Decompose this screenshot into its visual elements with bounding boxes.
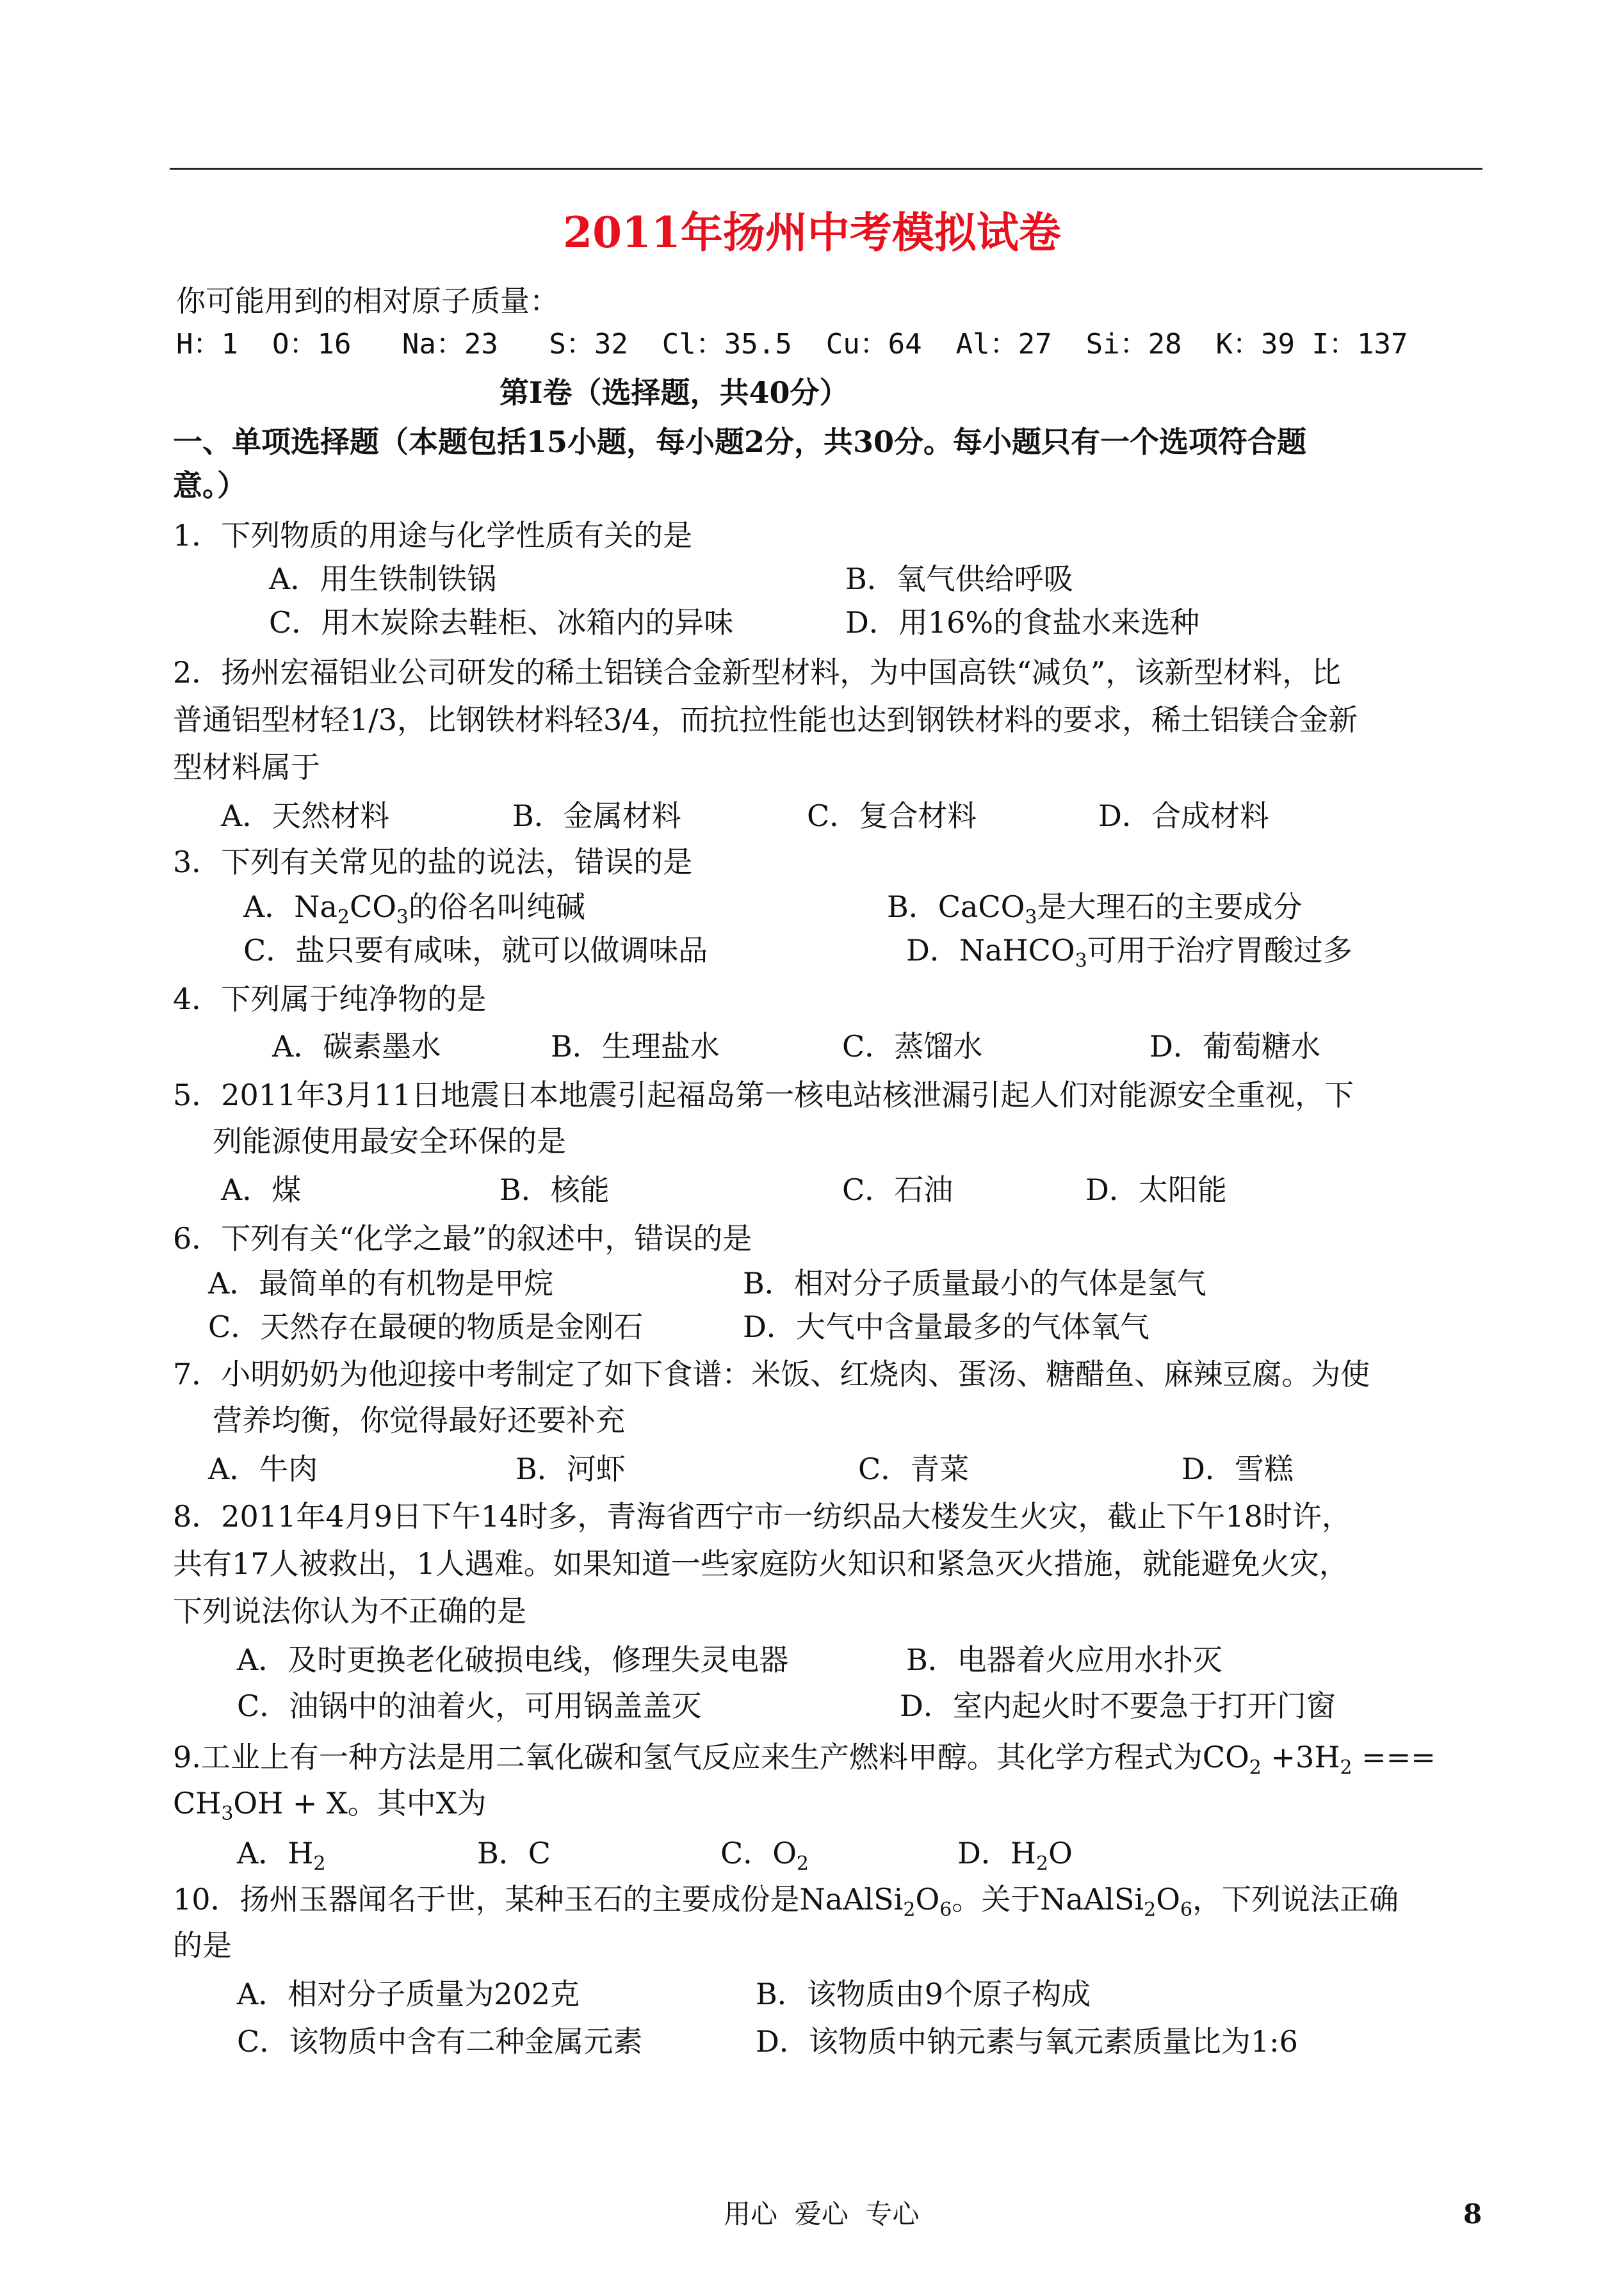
q4-stem: 4．下列属于纯净物的是 <box>173 982 487 1016</box>
q8-option-d: D．室内起火时不要急于打开门窗 <box>900 1689 1336 1723</box>
q4-option-c: C．蒸馏水 <box>842 1029 983 1064</box>
q1-stem: 1．下列物质的用途与化学性质有关的是 <box>173 518 693 553</box>
q5-stem-line-2: 列能源使用最安全环保的是 <box>213 1124 566 1158</box>
atomic-mass-intro: 你可能用到的相对原子质量： <box>176 284 559 318</box>
q3-option-b: B．CaCO$_3$是大理石的主要成分 <box>887 889 1303 929</box>
q3-option-c: C．盐只要有咸味，就可以做调味品 <box>243 933 708 968</box>
section-heading-line-1: 一、单项选择题（本题包括15小题，每小题2分，共30分。每小题只有一个选项符合题 <box>173 425 1307 459</box>
q2-option-d: D．合成材料 <box>1098 799 1269 833</box>
q1-option-a: A．用生铁制铁锅 <box>269 562 497 596</box>
q8-stem-line-2: 共有17人被救出，1人遇难。如果知道一些家庭防火知识和紧急灭火措施，就能避免火灾， <box>173 1546 1349 1581</box>
q6-stem: 6．下列有关“化学之最”的叙述中，错误的是 <box>173 1221 752 1256</box>
q7-option-d: D．雪糕 <box>1181 1452 1294 1486</box>
q3-option-a: A．$Na_2CO_3$的俗名叫纯碱 <box>243 889 586 929</box>
q5-option-d: D．太阳能 <box>1085 1172 1227 1207</box>
q6-option-b: B．相对分子质量最小的气体是氢气 <box>743 1266 1206 1301</box>
q1-option-c: C．用木炭除去鞋柜、冰箱内的异味 <box>269 605 734 640</box>
q4-option-d: D．葡萄糖水 <box>1149 1029 1320 1064</box>
section-heading-line-2: 意。） <box>173 468 247 503</box>
q7-option-a: A．牛肉 <box>208 1452 318 1486</box>
q8-option-b: B．电器着火应用水扑灭 <box>906 1642 1222 1677</box>
q2-stem-line-2: 普通铝型材轻1/3，比钢铁材料轻3/4，而抗拉性能也达到钢铁材料的要求，稀土铝镁合金新 <box>173 702 1358 737</box>
q6-option-a: A．最简单的有机物是甲烷 <box>208 1266 554 1301</box>
q1-option-d: D．用16%的食盐水来选种 <box>845 605 1200 640</box>
q6-option-d: D．大气中含量最多的气体氧气 <box>743 1310 1149 1344</box>
q3-option-d: D．NaHCO$_3$可用于治疗胃酸过多 <box>906 933 1352 972</box>
q10-option-d: D．该物质中钠元素与氧元素质量比为1:6 <box>756 2024 1298 2059</box>
footer-motto: 用心 爱心 专心 <box>724 2198 920 2230</box>
q8-stem-line-1: 8．2011年4月9日下午14时多，青海省西宁市一纺织品大楼发生火灾，截止下午18时许， <box>173 1499 1351 1534</box>
q7-option-c: C．青菜 <box>858 1452 970 1486</box>
page-number: 8 <box>1463 2198 1482 2230</box>
page-title: 2011年扬州中考模拟试卷 <box>563 207 1061 257</box>
q3-stem: 3．下列有关常见的盐的说法，错误的是 <box>173 845 693 879</box>
q9-stem-line-1: 9.工业上有一种方法是用二氧化碳和氢气反应来生产燃料甲醇。其化学方程式为$CO_2 +3H_2$ === <box>173 1740 1436 1779</box>
q10-option-c: C．该物质中含有二种金属元素 <box>237 2024 643 2059</box>
q2-option-b: B．金属材料 <box>512 799 681 833</box>
atomic-mass-list: H：1 O：16 Na：23 S：32 Cl：35.5 Cu：64 Al：27 Si：28 K：39 I：137 <box>176 328 1408 361</box>
q2-option-c: C．复合材料 <box>807 799 977 833</box>
q2-option-a: A．天然材料 <box>221 799 390 833</box>
q9-stem-line-2: $CH_3OH + X$。其中X为 <box>173 1786 487 1825</box>
q7-stem-line-2: 营养均衡，你觉得最好还要补充 <box>213 1403 625 1438</box>
q9-option-a: A．$H_2$ <box>237 1836 326 1875</box>
volume-heading: 第I卷（选择题，共40分） <box>499 375 849 410</box>
q4-option-b: B．生理盐水 <box>551 1029 720 1064</box>
q5-stem-line-1: 5．2011年3月11日地震日本地震引起福岛第一核电站核泄漏引起人们对能源安全重视，下 <box>173 1078 1354 1112</box>
q6-option-c: C．天然存在最硬的物质是金刚石 <box>208 1310 644 1344</box>
q8-stem-line-3: 下列说法你认为不正确的是 <box>173 1594 526 1628</box>
q5-option-c: C．石油 <box>842 1172 954 1207</box>
q4-option-a: A．碳素墨水 <box>272 1029 441 1064</box>
q10-option-b: B．该物质由9个原子构成 <box>756 1977 1091 2011</box>
q8-option-c: C．油锅中的油着火，可用锅盖盖灭 <box>237 1689 702 1723</box>
q2-stem-line-1: 2．扬州宏福铝业公司研发的稀土铝镁合金新型材料，为中国高铁“减负”，该新型材料，比 <box>173 655 1342 690</box>
header-rule <box>170 168 1482 170</box>
q5-option-b: B．核能 <box>499 1172 610 1207</box>
q9-option-d: D．$H_2O$ <box>957 1836 1073 1875</box>
q10-stem-line-2: 的是 <box>173 1928 232 1963</box>
q7-option-b: B．河虾 <box>516 1452 626 1486</box>
q10-option-a: A．相对分子质量为202克 <box>237 1977 580 2011</box>
q5-option-a: A．煤 <box>221 1172 302 1207</box>
q8-option-a: A．及时更换老化破损电线，修理失灵电器 <box>237 1642 789 1677</box>
q10-stem-line-1: 10．扬州玉器闻名于世，某种玉石的主要成份是$NaAlSi_2O_6$。关于$NaAlSi_2O_6$，下列说法正确 <box>173 1882 1399 1921</box>
q9-option-c: C．$O_2$ <box>720 1836 809 1875</box>
q9-option-b: B．C <box>477 1836 551 1870</box>
q7-stem-line-1: 7．小明奶奶为他迎接中考制定了如下食谱：米饭、红烧肉、蛋汤、糖醋鱼、麻辣豆腐。为使 <box>173 1357 1370 1391</box>
q1-option-b: B．氧气供给呼吸 <box>845 562 1073 596</box>
q2-stem-line-3: 型材料属于 <box>173 750 320 784</box>
